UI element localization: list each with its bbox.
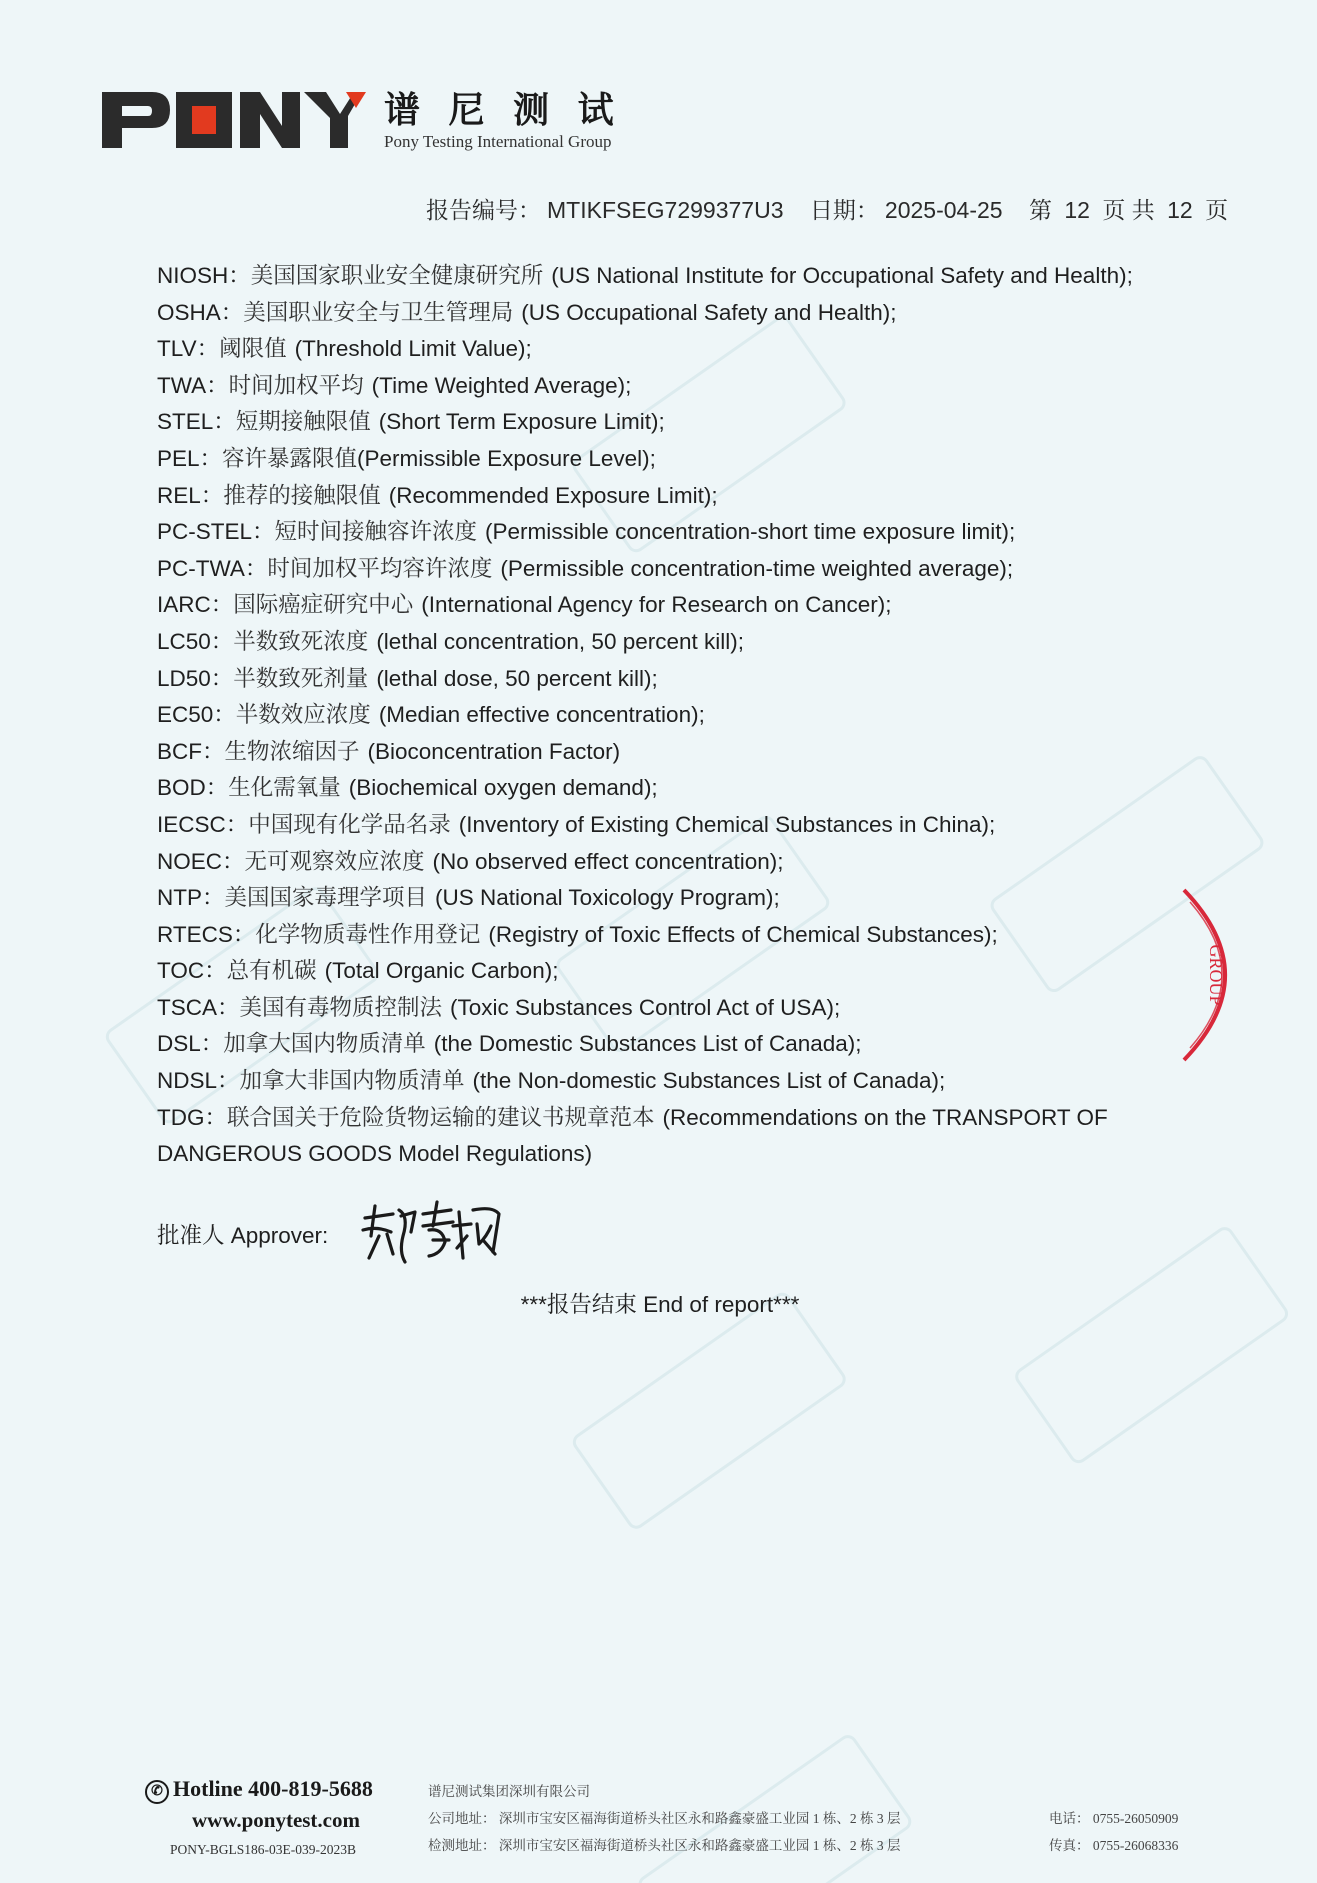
approver-block <box>157 1212 557 1292</box>
office-address: 公司地址： 深圳市宝安区福海街道桥头社区永和路鑫豪盛工业园 1 栋、2 栋 3 层 <box>428 1811 901 1826</box>
abbreviation-item: LC50：半数致死浓度 (lethal concentration, 50 percent kill); <box>157 628 745 654</box>
abbreviation-list <box>157 258 1207 1173</box>
abbreviation-item: LD50：半数致死剂量 (lethal dose, 50 percent kill); <box>157 665 658 691</box>
report-date: 2025-04-25 <box>884 197 1003 223</box>
company-info <box>428 1778 1048 1859</box>
contact-info <box>1049 1805 1269 1859</box>
page-label-prefix: 第 <box>1028 197 1052 223</box>
abbreviation-item: IARC：国际癌症研究中心 (International Agency for Research on Cancer); <box>157 592 892 618</box>
seal-text: GROUP <box>1206 944 1226 1006</box>
abbreviation-item: STEL：短期接触限值 (Short Term Exposure Limit); <box>157 409 665 435</box>
end-of-report: ***报告结束 End of report*** <box>520 1292 800 1317</box>
abbreviation-item: PEL：容许暴露限值(Permissible Exposure Level); <box>157 445 656 471</box>
fax: 传真： 0755-26068336 <box>1049 1838 1179 1853</box>
abbreviation-item: NOEC：无可观察效应浓度 (No observed effect concentration); <box>157 848 784 874</box>
abbreviation-item: EC50：半数效应浓度 (Median effective concentration); <box>157 702 705 728</box>
abbreviation-item: TDG：联合国关于危险货物运输的建议书规章范本 (Recommendations on the TRANSPORT OF DANGEROUS GOODS Model Regulations) <box>157 1104 1108 1167</box>
lab-address: 检测地址： 深圳市宝安区福海街道桥头社区永和路鑫豪盛工业园 1 栋、2 栋 3 层 <box>428 1838 901 1853</box>
abbreviation-item: OSHA：美国职业安全与卫生管理局 (US Occupational Safety and Health); <box>157 299 897 325</box>
abbreviation-item: TWA：时间加权平均 (Time Weighted Average); <box>157 372 632 398</box>
logo-chinese-name: 谱 尼 测 试 <box>384 90 622 131</box>
abbreviation-item: NTP：美国国家毒理学项目 (US National Toxicology Program); <box>157 885 780 911</box>
abbreviation-item: BCF：生物浓缩因子 (Bioconcentration Factor) <box>157 738 621 764</box>
abbreviation-item: TLV：阈限值 (Threshold Limit Value); <box>157 336 532 362</box>
phone-icon: ✆ <box>145 1780 169 1804</box>
abbreviation-item: TSCA：美国有毒物质控制法 (Toxic Substances Control Act of USA); <box>157 994 841 1020</box>
abbreviation-item: BOD：生化需氧量 (Biochemical oxygen demand); <box>157 775 658 801</box>
abbreviation-item: PC-TWA：时间加权平均容许浓度 (Permissible concentration-time weighted average); <box>157 555 1014 581</box>
company-logo <box>100 86 660 156</box>
form-document-number: PONY-BGLS186-03E-039-2023B <box>170 1842 357 1857</box>
report-header-line <box>420 192 1229 223</box>
page-label-mid: 页 共 <box>1102 197 1155 223</box>
logo-group-name: Pony Testing International Group <box>384 132 612 151</box>
approver-signature <box>353 1196 513 1276</box>
abbreviation-item: TOC：总有机碳 (Total Organic Carbon); <box>157 958 559 984</box>
abbreviation-item: NDSL：加拿大非国内物质清单 (the Non-domestic Substances List of Canada); <box>157 1068 946 1094</box>
page-total: 12 <box>1167 197 1193 223</box>
approver-label: 批准人 Approver: <box>157 1223 329 1248</box>
report-number: MTIKFSEG7299377U3 <box>547 197 784 223</box>
page-label-suffix: 页 <box>1205 197 1229 223</box>
hotline-text: Hotline 400-819-5688 <box>173 1776 373 1801</box>
hotline <box>145 1776 445 1804</box>
company-name: 谱尼测试集团深圳有限公司 <box>428 1784 590 1799</box>
abbreviation-item: RTECS：化学物质毒性作用登记 (Registry of Toxic Effects of Chemical Substances); <box>157 921 998 947</box>
page-footer <box>0 1768 1317 1878</box>
telephone: 电话： 0755-26050909 <box>1049 1811 1179 1826</box>
abbreviation-item: PC-STEL：短时间接触容许浓度 (Permissible concentration-short time exposure limit); <box>157 519 1016 545</box>
company-seal <box>1170 880 1250 1070</box>
abbreviation-item: NIOSH：美国国家职业安全健康研究所 (US National Institute for Occupational Safety and Health); <box>157 263 1133 288</box>
abbreviation-item: DSL：加拿大国内物质清单 (the Domestic Substances List of Canada); <box>157 1031 862 1057</box>
abbreviation-item: IECSC：中国现有化学品名录 (Inventory of Existing Chemical Substances in China); <box>157 811 996 837</box>
page-current: 12 <box>1064 197 1090 223</box>
abbreviation-item: REL：推荐的接触限值 (Recommended Exposure Limit); <box>157 482 718 508</box>
website-link[interactable]: www.ponytest.com <box>192 1808 360 1832</box>
date-label: 日期： <box>809 197 879 223</box>
report-no-label: 报告编号： <box>426 197 541 223</box>
